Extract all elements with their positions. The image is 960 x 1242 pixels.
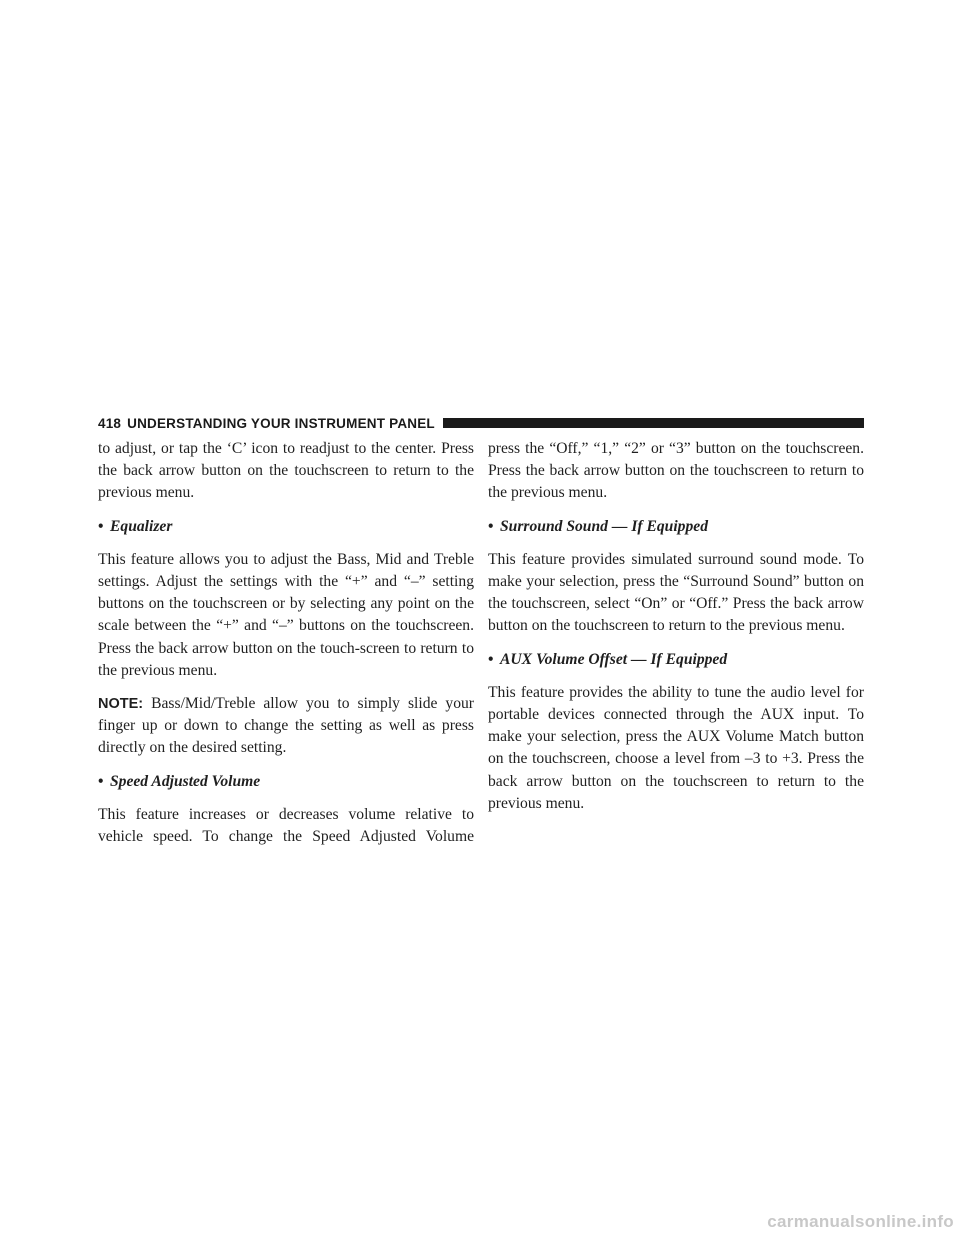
bullet-label: Speed Adjusted Volume xyxy=(110,772,261,790)
right-paragraph-3: This feature provides the ability to tune the audio level for portable devices connected through the AUX input. To make your selection, press the AUX Volume Match button on the touchscreen, choose a level from –3 to +3. Press the back arrow button on the touchscreen to return to the previous menu. xyxy=(488,683,864,812)
bullet-dot: • xyxy=(98,517,104,535)
section-title: UNDERSTANDING YOUR INSTRUMENT PANEL xyxy=(127,415,435,431)
page-header xyxy=(98,412,864,434)
bullet-label: Surround Sound — If Equipped xyxy=(500,517,708,535)
left-paragraph-1: to adjust, or tap the ‘C’ icon to readjust to the center. Press the back arrow button on the touchscreen to return to the previous menu. xyxy=(98,440,474,502)
bullet-dot: • xyxy=(98,772,104,790)
bullet-label: AUX Volume Offset — If Equipped xyxy=(500,650,728,668)
page-number: 418 xyxy=(98,415,122,431)
bullet-equalizer xyxy=(98,516,474,538)
note-paragraph xyxy=(98,693,474,760)
bullet-surround-sound xyxy=(488,516,864,538)
header-rule xyxy=(443,418,864,428)
left-paragraph-3: This feature increases or decreases volume relative to vehicle speed. To change the Speed Adjusted Volume xyxy=(98,805,474,846)
right-paragraph-1: press the “Off,” “1,” “2” or “3” button on the touchscreen. Press the back arrow button on the touchscreen to return to the previous menu. xyxy=(488,440,864,502)
right-paragraph-2: This feature provides simulated surround sound mode. To make your selection, press the “Surround Sound” button on the touchscreen, select “On” or “Off.” Press the back arrow button on the touchscreen to return to the previous menu. xyxy=(488,550,864,635)
bullet-dot: • xyxy=(488,517,494,535)
left-paragraph-2: This feature allows you to adjust the Bass, Mid and Treble settings. Adjust the settings with the “+” and “–” setting buttons on the touchscreen or by selecting any point on the scale between the “+” and “–” buttons on the touchscreen. Press the back arrow button on the touch-screen to return to the previous menu. xyxy=(98,550,474,679)
left-column xyxy=(98,438,474,859)
bullet-speed-adjusted-volume xyxy=(98,771,474,793)
watermark: carmanualsonline.info xyxy=(767,1212,954,1231)
bullet-label: Equalizer xyxy=(110,517,173,535)
note-text: Bass/Mid/Treble allow you to simply slide your finger up or down to change the setting as well as press directly on the desired setting. xyxy=(98,695,474,757)
bullet-dot: • xyxy=(488,650,494,668)
bullet-aux-volume-offset xyxy=(488,649,864,671)
right-column xyxy=(488,438,864,826)
note-label: NOTE: xyxy=(98,696,144,713)
